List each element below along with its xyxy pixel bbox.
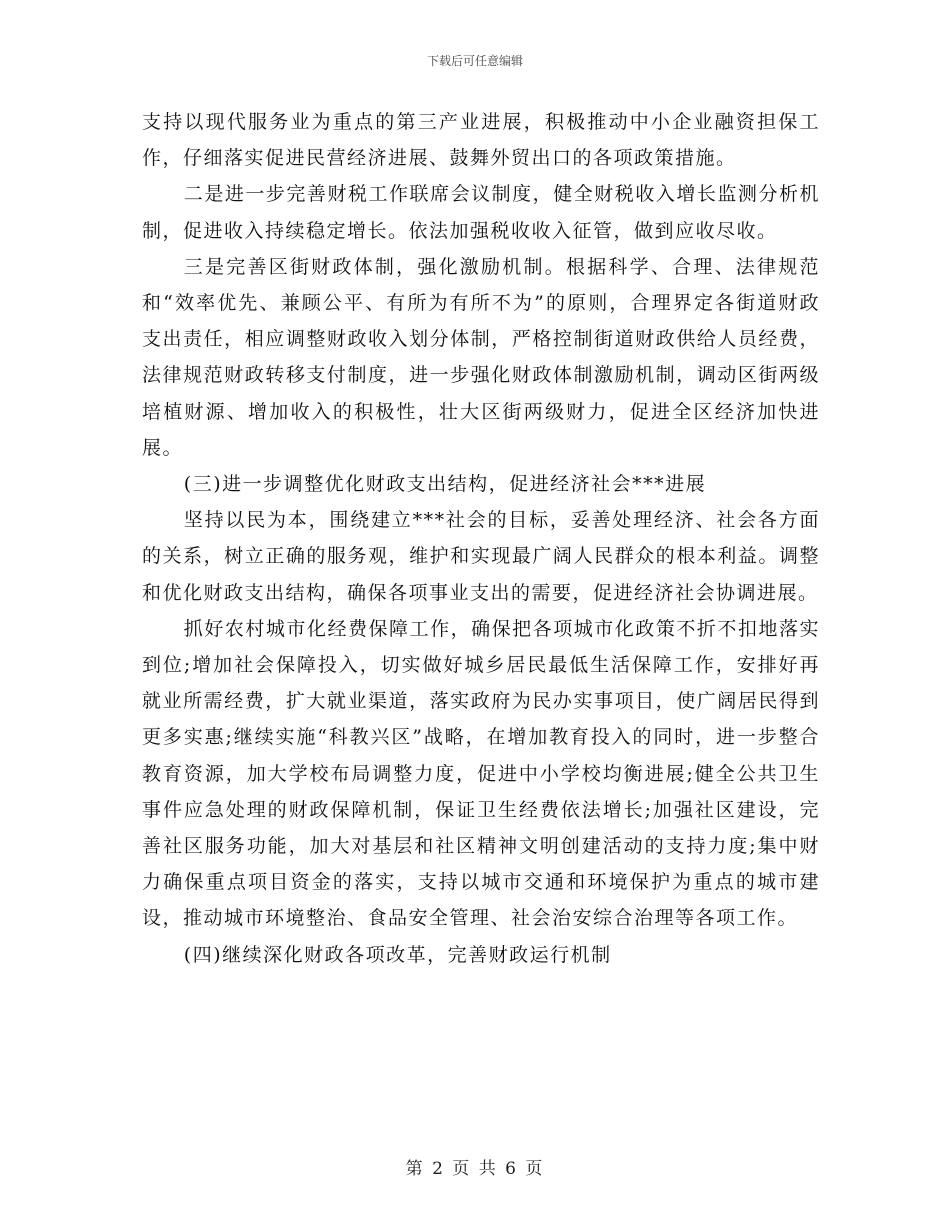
header-note: 下载后可任意编辑 (426, 54, 523, 68)
paragraph-4: 坚持以民为本，围绕建立***社会的目标，妥善处理经济、社会各方面的关系，树立正确的服务观，维护和实现最广阔人民群众的根本利益。调整和优化财政支出结构，确保各项事业支出的需要，促进经济社会协调进展。 (142, 509, 820, 604)
paragraph-5: 抓好农村城市化经费保障工作，确保把各项城市化政策不折不扣地落实到位;增加社会保障投入，切实做好城乡居民最低生活保障工作，安排好再就业所需经费，扩大就业渠道，落实政府为民办实事项目，使广阔居民得到更多实惠;继续实施“科教兴区”战略，在增加教育投入的同时，进一步整合教育资源，加大学校布局调整力度，促进中小学校均衡进展;健全公共卫生事件应急处理的财政保障机制，保证卫生经费依法增长;加强社区建设，完善社区服务功能，加大对基层和社区精神文明创建活动的支持力度;集中财力确保重点项目资金的落实，支持以城市交通和环境保护为重点的城市建设，推动城市环境整治、食品安全管理、社会治安综合治理等各项工作。 (142, 617, 820, 930)
paragraph-3: 三是完善区街财政体制，强化激励机制。根据科学、合理、法律规范和“效率优先、兼顾公平、有所为有所不为”的原则，合理界定各街道财政支出责任，相应调整财政收入划分体制，严格控制街道财政供给人员经费，法律规范财政转移支付制度，进一步强化财政体制激励机制，调动区街两级培植财源、增加收入的积极性，壮大区街两级财力，促进全区经济加快进展。 (142, 255, 820, 459)
section-heading-4: (四)继续深化财政各项改革，完善财政运行机制 (183, 943, 612, 966)
section-heading-3: (三)进一步调整优化财政支出结构，促进经济社会***进展 (183, 473, 707, 496)
page-number: 第 2 页 共 6 页 (405, 1159, 545, 1179)
paragraph-1: 支持以现代服务业为重点的第三产业进展，积极推动中小企业融资担保工作，仔细落实促进民营经济进展、鼓舞外贸出口的各项政策措施。 (142, 111, 820, 170)
document-body (142, 104, 820, 973)
paragraph-2: 二是进一步完善财税工作联席会议制度，健全财税收入增长监测分析机制，促进收入持续稳定增长。依法加强税收收入征管，做到应收尽收。 (142, 183, 820, 242)
